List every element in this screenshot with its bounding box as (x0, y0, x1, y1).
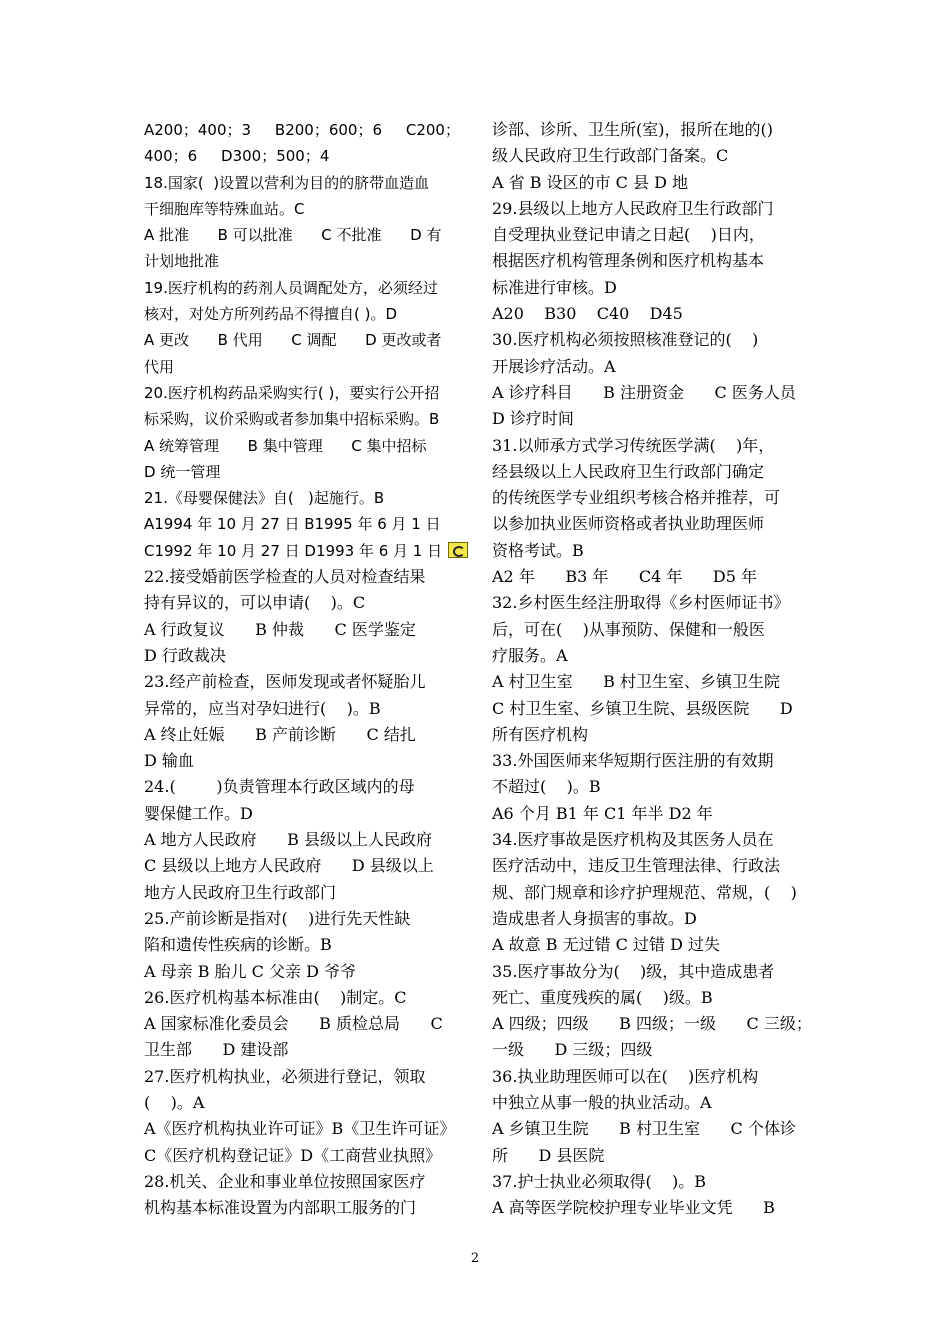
text-line: A 乡镇卫生院 B 村卫生室 C 个体诊 (492, 1119, 796, 1139)
text-line: 标采购，议价采购或者参加集中招标采购。B (144, 410, 440, 429)
text-line: 400；6 D300；500；4 (144, 147, 330, 166)
text-line: 持有异议的，可以申请( )。C (144, 593, 366, 613)
text-line: 19.医疗机构的药剂人员调配处方，必须经过 (144, 278, 438, 297)
text-line: A 高等医学院校护理专业毕业文凭 B (492, 1198, 775, 1218)
text-line: A 村卫生室 B 村卫生室、乡镇卫生院 (492, 672, 781, 692)
text-line: 干细胞库等特殊血站。C (144, 199, 305, 218)
text-line: 24.( )负责管理本行政区域内的母 (144, 777, 415, 797)
text-line: A 母亲 B 胎儿 C 父亲 D 爷爷 (144, 961, 356, 981)
text-line: 异常的，应当对孕妇进行( )。B (144, 698, 381, 718)
text-line: 标准进行审核。D (492, 277, 617, 297)
text-line: 29.县级以上地方人民政府卫生行政部门 (492, 198, 774, 218)
text-line: 造成患者人身损害的事故。D (492, 908, 697, 928)
text-line: 规、部门规章和诊疗护理规范、常规，( ) (492, 882, 797, 902)
text-line: 医疗活动中，违反卫生管理法律、行政法 (492, 856, 781, 876)
text-line: D 输血 (144, 751, 194, 771)
left-column (144, 117, 462, 1221)
text-line: 代用 (144, 357, 175, 376)
text-line: D 行政裁决 (144, 645, 226, 665)
text-line: C《医疗机构登记证》D《工商营业执照》 (144, 1145, 442, 1165)
text-line: A 省 B 设区的市 C 县 D 地 (492, 172, 688, 192)
text-line: 的传统医学专业组织考核合格并推荐，可 (492, 488, 781, 508)
text-line: A 故意 B 无过错 C 过错 D 过失 (492, 935, 720, 955)
text-line: C1992 年 10 月 27 日 D1993 年 6 月 1 日 (144, 538, 462, 564)
text-line: 20.医疗机构药品采购实行( )，要实行公开招 (144, 383, 440, 402)
text-line: 后，可在( )从事预防、保健和一般医 (492, 619, 765, 639)
text-line: C 县级以上地方人民政府 D 县级以上 (144, 856, 434, 876)
text-line: 28.机关、企业和事业单位按照国家医疗 (144, 1171, 426, 1191)
text-line: A 诊疗科目 B 注册资金 C 医务人员 (492, 382, 796, 402)
text-line: 资格考试。B (492, 540, 584, 560)
text-line: 陷和遗传性疾病的诊断。B (144, 935, 332, 955)
text-line: D 诊疗时间 (492, 409, 574, 429)
text-line: A200；400；3 B200；600；6 C200； (144, 121, 460, 139)
text-line: 自受理执业登记申请之日起( )日内， (492, 225, 765, 245)
text-line: A1994 年 10 月 27 日 B1995 年 6 月 1 日 (144, 515, 441, 534)
text-line: 25.产前诊断是指对( )进行先天性缺 (144, 908, 411, 928)
right-column (492, 117, 812, 1221)
text-line: 卫生部 D 建设部 (144, 1040, 289, 1060)
text-line: A 行政复议 B 仲裁 C 医学鉴定 (144, 619, 416, 639)
text-line: 27.医疗机构执业，必须进行登记，领取 (144, 1066, 426, 1086)
text-line: 31.以师承方式学习传统医学满( )年， (492, 435, 775, 455)
text-line: A 统筹管理 B 集中管理 C 集中招标 (144, 436, 427, 455)
text-line: 死亡、重度残疾的属( )级。B (492, 987, 713, 1007)
text-line: A6 个月 B1 年 C1 年半 D2 年 (492, 803, 713, 823)
text-line: 37.护士执业必须取得( )。B (492, 1171, 707, 1191)
text-line: 机构基本标准设置为内部职工服务的门 (144, 1198, 417, 1218)
text-line: 22.接受婚前医学检查的人员对检查结果 (144, 567, 426, 587)
text-line: 根据医疗机构管理条例和医疗机构基本 (492, 251, 765, 271)
text-line: 不超过( )。B (492, 777, 601, 797)
text-line: 34.医疗事故是医疗机构及其医务人员在 (492, 830, 774, 850)
text-line: A 更改 B 代用 C 调配 D 更改或者 (144, 331, 442, 350)
text-line: A20 B30 C40 D45 (492, 304, 683, 324)
text-line: 婴保健工作。D (144, 803, 253, 823)
text-line: A《医疗机构执业许可证》B《卫生许可证》 (144, 1119, 456, 1139)
page-number: 2 (470, 1251, 480, 1266)
link-icon[interactable] (448, 542, 468, 558)
text-line: D 统一管理 (144, 462, 221, 481)
text-line: 30.医疗机构必须按照核准登记的( ) (492, 330, 759, 350)
text-line: 所有医疗机构 (492, 724, 589, 744)
text-line: 32.乡村医生经注册取得《乡村医师证书》 (492, 593, 790, 613)
text-line: 一级 D 三级；四级 (492, 1040, 653, 1060)
text-line: 所 D 县医院 (492, 1145, 605, 1165)
text-line: 36.执业助理医师可以在( )医疗机构 (492, 1066, 759, 1086)
text-line: 疗服务。A (492, 645, 568, 665)
text-line: 核对，对处方所列药品不得擅自( )。D (144, 305, 398, 324)
text-line: 级人民政府卫生行政部门备案。C (492, 146, 729, 166)
text-line: 18.国家( )设置以营利为目的的脐带血造血 (144, 173, 430, 192)
text-line: 26.医疗机构基本标准由( )制定。C (144, 987, 407, 1007)
text-line: 21.《母婴保健法》自( )起施行。B (144, 489, 385, 508)
text-line: A 地方人民政府 B 县级以上人民政府 (144, 830, 433, 850)
text-line: C 村卫生室、乡镇卫生院、县级医院 D (492, 698, 793, 718)
text-line: A 四级；四级 B 四级；一级 C 三级； (492, 1014, 812, 1034)
text-line: 35.医疗事故分为( )级，其中造成患者 (492, 961, 775, 981)
text-line: 经县级以上人民政府卫生行政部门确定 (492, 461, 765, 481)
text-line: 地方人民政府卫生行政部门 (144, 882, 337, 902)
text-line: A 终止妊娠 B 产前诊断 C 结扎 (144, 724, 416, 744)
text-line: 中独立从事一般的执业活动。A (492, 1092, 712, 1112)
text-line: A2 年 B3 年 C4 年 D5 年 (492, 567, 757, 587)
text-line: 23.经产前检查，医师发现或者怀疑胎儿 (144, 672, 426, 692)
text-line: 33.外国医师来华短期行医注册的有效期 (492, 751, 774, 771)
text-line: 开展诊疗活动。A (492, 356, 616, 376)
text-line: A 国家标准化委员会 B 质检总局 C (144, 1014, 443, 1034)
text-line: 计划地批准 (144, 252, 220, 271)
text-line: A 批准 B 可以批准 C 不批准 D 有 (144, 226, 442, 245)
text-line: ( )。A (144, 1092, 205, 1112)
text-line: 诊部、诊所、卫生所(室)，报所在地的() (492, 120, 773, 139)
text-line: 以参加执业医师资格或者执业助理医师 (492, 514, 765, 534)
